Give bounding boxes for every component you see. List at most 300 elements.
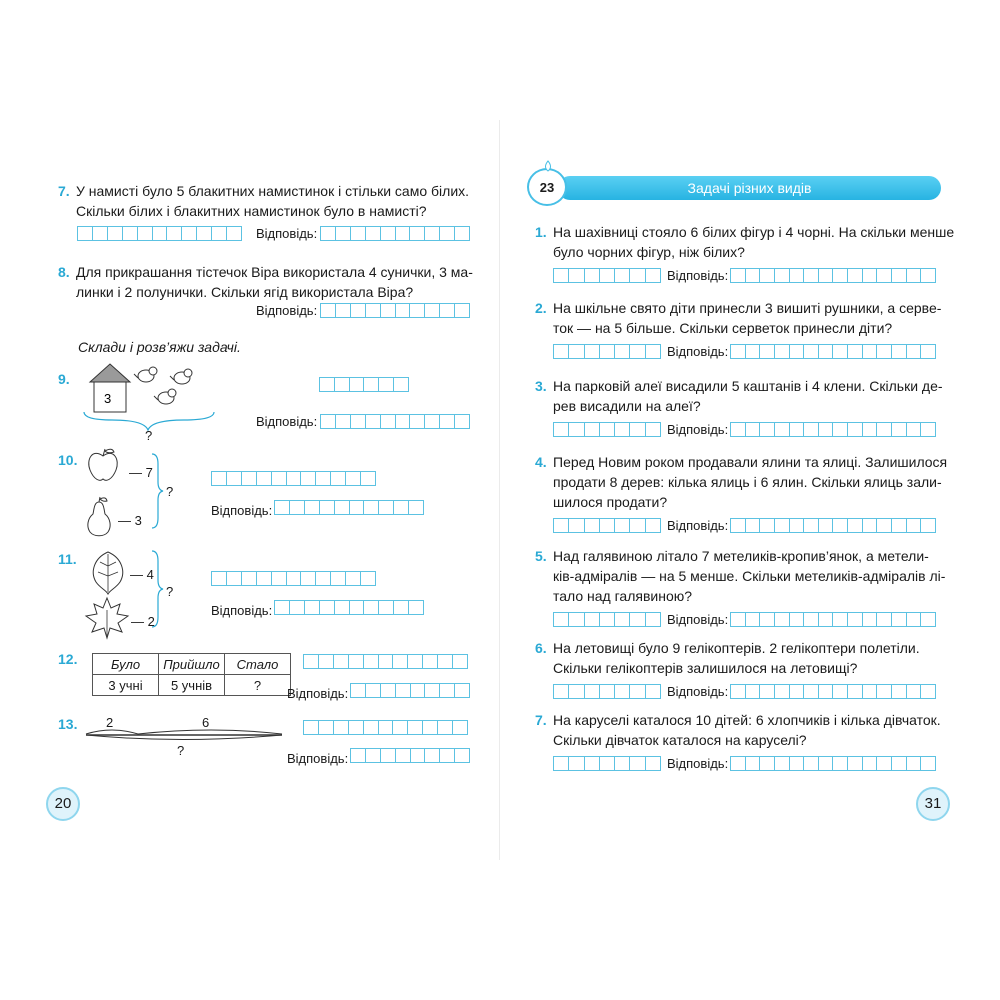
grid-cell[interactable] [380,414,396,429]
grid-cell[interactable] [452,654,468,669]
answer-cells[interactable] [320,414,470,429]
grid-cell[interactable] [599,268,615,283]
grid-cell[interactable] [335,303,351,318]
grid-cell[interactable] [789,268,805,283]
grid-cell[interactable] [334,600,350,615]
grid-cell[interactable] [365,226,381,241]
grid-cell[interactable] [920,268,936,283]
grid-cell[interactable] [553,422,569,437]
grid-cell[interactable] [891,518,907,533]
grid-cell[interactable] [378,500,394,515]
grid-cell[interactable] [645,756,661,771]
grid-cell[interactable] [392,654,408,669]
grid-cell[interactable] [847,422,863,437]
grid-cell[interactable] [803,612,819,627]
grid-cell[interactable] [439,748,455,763]
grid-cell[interactable] [335,226,351,241]
grid-cell[interactable] [286,571,302,586]
solution-cells[interactable] [77,226,242,241]
grid-cell[interactable] [319,377,335,392]
solution-cells[interactable] [319,377,409,392]
grid-cell[interactable] [789,422,805,437]
grid-cell[interactable] [774,518,790,533]
grid-cell[interactable] [759,422,775,437]
grid-cell[interactable] [395,683,411,698]
grid-cell[interactable] [614,612,630,627]
answer-cells[interactable] [274,600,424,615]
grid-cell[interactable] [629,612,645,627]
grid-cell[interactable] [77,226,93,241]
grid-cell[interactable] [818,684,834,699]
grid-cell[interactable] [584,684,600,699]
grid-cell[interactable] [392,720,408,735]
grid-cell[interactable] [803,518,819,533]
grid-cell[interactable] [395,414,411,429]
grid-cell[interactable] [410,683,426,698]
grid-cell[interactable] [730,344,746,359]
grid-cell[interactable] [378,377,394,392]
grid-cell[interactable] [818,344,834,359]
grid-cell[interactable] [363,654,379,669]
grid-cell[interactable] [395,748,411,763]
grid-cell[interactable] [584,268,600,283]
grid-cell[interactable] [847,684,863,699]
grid-cell[interactable] [380,226,396,241]
grid-cell[interactable] [629,684,645,699]
grid-cell[interactable] [847,612,863,627]
answer-cells[interactable] [730,268,936,283]
solution-cells[interactable] [211,571,376,586]
solution-cells[interactable] [211,471,376,486]
grid-cell[interactable] [759,268,775,283]
grid-cell[interactable] [454,303,470,318]
grid-cell[interactable] [365,683,381,698]
grid-cell[interactable] [847,268,863,283]
grid-cell[interactable] [333,654,349,669]
solution-cells[interactable] [553,422,661,437]
grid-cell[interactable] [759,756,775,771]
grid-cell[interactable] [410,748,426,763]
grid-cell[interactable] [891,612,907,627]
grid-cell[interactable] [348,720,364,735]
grid-cell[interactable] [330,471,346,486]
grid-cell[interactable] [745,756,761,771]
grid-cell[interactable] [730,684,746,699]
grid-cell[interactable] [211,226,227,241]
grid-cell[interactable] [568,518,584,533]
grid-cell[interactable] [424,226,440,241]
grid-cell[interactable] [365,748,381,763]
answer-cells[interactable] [350,748,470,763]
grid-cell[interactable] [349,377,365,392]
grid-cell[interactable] [730,268,746,283]
grid-cell[interactable] [363,600,379,615]
grid-cell[interactable] [395,226,411,241]
grid-cell[interactable] [437,654,453,669]
grid-cell[interactable] [334,377,350,392]
answer-cells[interactable] [730,344,936,359]
grid-cell[interactable] [629,518,645,533]
grid-cell[interactable] [553,518,569,533]
grid-cell[interactable] [759,684,775,699]
grid-cell[interactable] [645,518,661,533]
grid-cell[interactable] [348,654,364,669]
grid-cell[interactable] [454,683,470,698]
grid-cell[interactable] [774,684,790,699]
grid-cell[interactable] [774,422,790,437]
grid-cell[interactable] [832,684,848,699]
grid-cell[interactable] [320,414,336,429]
grid-cell[interactable] [122,226,138,241]
grid-cell[interactable] [803,344,819,359]
grid-cell[interactable] [599,756,615,771]
grid-cell[interactable] [891,422,907,437]
grid-cell[interactable] [378,720,394,735]
grid-cell[interactable] [568,422,584,437]
grid-cell[interactable] [211,471,227,486]
grid-cell[interactable] [422,654,438,669]
grid-cell[interactable] [319,500,335,515]
grid-cell[interactable] [730,518,746,533]
grid-cell[interactable] [906,268,922,283]
grid-cell[interactable] [256,571,272,586]
grid-cell[interactable] [393,500,409,515]
grid-cell[interactable] [818,422,834,437]
grid-cell[interactable] [862,422,878,437]
grid-cell[interactable] [645,422,661,437]
grid-cell[interactable] [803,268,819,283]
grid-cell[interactable] [271,471,287,486]
grid-cell[interactable] [320,226,336,241]
grid-cell[interactable] [847,344,863,359]
grid-cell[interactable] [350,414,366,429]
grid-cell[interactable] [891,756,907,771]
grid-cell[interactable] [350,683,366,698]
grid-cell[interactable] [409,414,425,429]
grid-cell[interactable] [584,344,600,359]
grid-cell[interactable] [614,518,630,533]
grid-cell[interactable] [789,756,805,771]
grid-cell[interactable] [876,684,892,699]
grid-cell[interactable] [818,268,834,283]
grid-cell[interactable] [803,422,819,437]
grid-cell[interactable] [166,226,182,241]
grid-cell[interactable] [599,612,615,627]
grid-cell[interactable] [789,344,805,359]
grid-cell[interactable] [408,500,424,515]
grid-cell[interactable] [745,612,761,627]
grid-cell[interactable] [439,683,455,698]
grid-cell[interactable] [920,684,936,699]
grid-cell[interactable] [789,612,805,627]
grid-cell[interactable] [876,756,892,771]
grid-cell[interactable] [454,414,470,429]
grid-cell[interactable] [832,422,848,437]
grid-cell[interactable] [424,414,440,429]
grid-cell[interactable] [891,344,907,359]
grid-cell[interactable] [196,226,212,241]
grid-cell[interactable] [304,500,320,515]
grid-cell[interactable] [345,571,361,586]
grid-cell[interactable] [365,303,381,318]
grid-cell[interactable] [803,684,819,699]
grid-cell[interactable] [409,226,425,241]
grid-cell[interactable] [832,612,848,627]
grid-cell[interactable] [614,344,630,359]
solution-cells[interactable] [553,518,661,533]
grid-cell[interactable] [256,471,272,486]
grid-cell[interactable] [360,471,376,486]
grid-cell[interactable] [876,612,892,627]
grid-cell[interactable] [629,344,645,359]
grid-cell[interactable] [862,612,878,627]
grid-cell[interactable] [599,684,615,699]
grid-cell[interactable] [614,268,630,283]
grid-cell[interactable] [226,471,242,486]
grid-cell[interactable] [645,344,661,359]
grid-cell[interactable] [345,471,361,486]
grid-cell[interactable] [350,226,366,241]
grid-cell[interactable] [289,600,305,615]
answer-cells[interactable] [730,684,936,699]
grid-cell[interactable] [454,226,470,241]
grid-cell[interactable] [300,471,316,486]
grid-cell[interactable] [137,226,153,241]
solution-cells[interactable] [553,344,661,359]
grid-cell[interactable] [274,600,290,615]
grid-cell[interactable] [553,344,569,359]
grid-cell[interactable] [350,303,366,318]
solution-cells[interactable] [553,612,661,627]
grid-cell[interactable] [920,756,936,771]
grid-cell[interactable] [832,756,848,771]
grid-cell[interactable] [395,303,411,318]
grid-cell[interactable] [789,518,805,533]
grid-cell[interactable] [439,226,455,241]
grid-cell[interactable] [920,344,936,359]
answer-cells[interactable] [730,612,936,627]
grid-cell[interactable] [437,720,453,735]
grid-cell[interactable] [378,654,394,669]
grid-cell[interactable] [599,422,615,437]
grid-cell[interactable] [906,344,922,359]
grid-cell[interactable] [226,571,242,586]
grid-cell[interactable] [286,471,302,486]
grid-cell[interactable] [320,303,336,318]
grid-cell[interactable] [789,684,805,699]
grid-cell[interactable] [407,720,423,735]
grid-cell[interactable] [334,500,350,515]
answer-cells[interactable] [350,683,470,698]
grid-cell[interactable] [92,226,108,241]
grid-cell[interactable] [422,720,438,735]
grid-cell[interactable] [274,500,290,515]
grid-cell[interactable] [439,303,455,318]
grid-cell[interactable] [745,344,761,359]
grid-cell[interactable] [832,518,848,533]
grid-cell[interactable] [730,756,746,771]
grid-cell[interactable] [349,500,365,515]
grid-cell[interactable] [380,303,396,318]
solution-cells[interactable] [553,268,661,283]
grid-cell[interactable] [803,756,819,771]
grid-cell[interactable] [568,268,584,283]
grid-cell[interactable] [454,748,470,763]
grid-cell[interactable] [730,612,746,627]
grid-cell[interactable] [614,756,630,771]
grid-cell[interactable] [568,344,584,359]
grid-cell[interactable] [363,500,379,515]
grid-cell[interactable] [730,422,746,437]
grid-cell[interactable] [378,600,394,615]
grid-cell[interactable] [862,344,878,359]
grid-cell[interactable] [645,268,661,283]
grid-cell[interactable] [645,612,661,627]
grid-cell[interactable] [745,518,761,533]
grid-cell[interactable] [318,720,334,735]
grid-cell[interactable] [584,612,600,627]
grid-cell[interactable] [759,344,775,359]
grid-cell[interactable] [599,518,615,533]
grid-cell[interactable] [241,571,257,586]
grid-cell[interactable] [774,756,790,771]
grid-cell[interactable] [226,226,242,241]
grid-cell[interactable] [584,518,600,533]
grid-cell[interactable] [745,268,761,283]
grid-cell[interactable] [553,756,569,771]
grid-cell[interactable] [584,422,600,437]
grid-cell[interactable] [906,422,922,437]
grid-cell[interactable] [303,720,319,735]
grid-cell[interactable] [906,684,922,699]
grid-cell[interactable] [303,654,319,669]
grid-cell[interactable] [759,612,775,627]
grid-cell[interactable] [906,756,922,771]
grid-cell[interactable] [380,683,396,698]
grid-cell[interactable] [876,518,892,533]
grid-cell[interactable] [315,571,331,586]
answer-cells[interactable] [730,756,936,771]
grid-cell[interactable] [380,748,396,763]
answer-cells[interactable] [320,226,470,241]
grid-cell[interactable] [906,612,922,627]
grid-cell[interactable] [876,344,892,359]
grid-cell[interactable] [439,414,455,429]
grid-cell[interactable] [407,654,423,669]
grid-cell[interactable] [568,756,584,771]
grid-cell[interactable] [645,684,661,699]
grid-cell[interactable] [365,414,381,429]
grid-cell[interactable] [553,612,569,627]
grid-cell[interactable] [330,571,346,586]
grid-cell[interactable] [363,377,379,392]
grid-cell[interactable] [349,600,365,615]
grid-cell[interactable] [424,748,440,763]
grid-cell[interactable] [304,600,320,615]
grid-cell[interactable] [408,600,424,615]
grid-cell[interactable] [300,571,316,586]
grid-cell[interactable] [876,422,892,437]
grid-cell[interactable] [847,756,863,771]
grid-cell[interactable] [335,414,351,429]
grid-cell[interactable] [862,518,878,533]
grid-cell[interactable] [862,684,878,699]
answer-cells[interactable] [274,500,424,515]
grid-cell[interactable] [553,684,569,699]
grid-cell[interactable] [360,571,376,586]
grid-cell[interactable] [759,518,775,533]
grid-cell[interactable] [409,303,425,318]
grid-cell[interactable] [568,684,584,699]
grid-cell[interactable] [181,226,197,241]
grid-cell[interactable] [319,600,335,615]
grid-cell[interactable] [318,654,334,669]
grid-cell[interactable] [920,518,936,533]
grid-cell[interactable] [452,720,468,735]
grid-cell[interactable] [424,303,440,318]
grid-cell[interactable] [832,344,848,359]
grid-cell[interactable] [315,471,331,486]
grid-cell[interactable] [614,422,630,437]
grid-cell[interactable] [818,612,834,627]
answer-cells[interactable] [730,518,936,533]
grid-cell[interactable] [568,612,584,627]
grid-cell[interactable] [241,471,257,486]
grid-cell[interactable] [745,684,761,699]
grid-cell[interactable] [774,268,790,283]
grid-cell[interactable] [629,756,645,771]
grid-cell[interactable] [350,748,366,763]
grid-cell[interactable] [891,684,907,699]
grid-cell[interactable] [629,422,645,437]
grid-cell[interactable] [920,422,936,437]
solution-cells[interactable] [303,654,468,669]
grid-cell[interactable] [424,683,440,698]
grid-cell[interactable] [847,518,863,533]
answer-cells[interactable] [320,303,470,318]
grid-cell[interactable] [876,268,892,283]
grid-cell[interactable] [862,756,878,771]
grid-cell[interactable] [774,612,790,627]
solution-cells[interactable] [553,684,661,699]
answer-cells[interactable] [730,422,936,437]
grid-cell[interactable] [584,756,600,771]
grid-cell[interactable] [107,226,123,241]
grid-cell[interactable] [745,422,761,437]
grid-cell[interactable] [271,571,287,586]
solution-cells[interactable] [553,756,661,771]
grid-cell[interactable] [862,268,878,283]
grid-cell[interactable] [599,344,615,359]
grid-cell[interactable] [818,518,834,533]
grid-cell[interactable] [920,612,936,627]
grid-cell[interactable] [393,600,409,615]
grid-cell[interactable] [289,500,305,515]
grid-cell[interactable] [614,684,630,699]
grid-cell[interactable] [818,756,834,771]
grid-cell[interactable] [152,226,168,241]
grid-cell[interactable] [363,720,379,735]
grid-cell[interactable] [333,720,349,735]
grid-cell[interactable] [891,268,907,283]
grid-cell[interactable] [906,518,922,533]
grid-cell[interactable] [774,344,790,359]
grid-cell[interactable] [211,571,227,586]
grid-cell[interactable] [553,268,569,283]
solution-cells[interactable] [303,720,468,735]
grid-cell[interactable] [393,377,409,392]
grid-cell[interactable] [832,268,848,283]
